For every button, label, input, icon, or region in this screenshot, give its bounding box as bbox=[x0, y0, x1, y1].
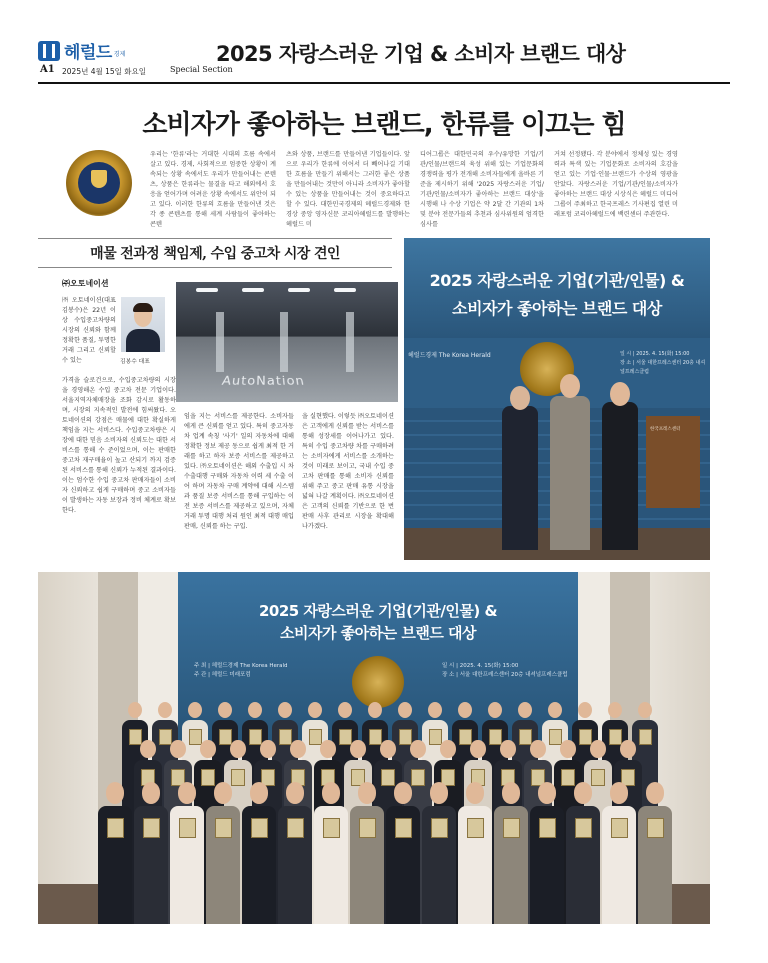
masthead-divider bbox=[38, 82, 730, 84]
recipient-figure bbox=[206, 782, 240, 924]
group-banner-organizer: 주 최 | 헤럴드경제 The Korea Herald bbox=[194, 663, 288, 669]
podium-label: 한국프레스센터 bbox=[650, 427, 681, 432]
recipient-figure bbox=[566, 782, 600, 924]
award-seal-icon bbox=[66, 150, 132, 216]
recipient-figure bbox=[350, 782, 384, 924]
newspaper-logo bbox=[38, 38, 125, 63]
presenter-figure bbox=[500, 380, 540, 550]
group-banner-line-1: 2025 자랑스러운 기업(기관/인물) & bbox=[258, 602, 498, 620]
recipient-figure bbox=[278, 782, 312, 924]
award-ceremony-photo bbox=[404, 238, 710, 560]
award-plaque bbox=[431, 818, 448, 838]
recipient-figure bbox=[548, 368, 592, 550]
award-plaque bbox=[611, 818, 628, 838]
award-plaque bbox=[323, 818, 340, 838]
intro-column-1: 우리는 '한류'라는 거대한 시대의 흐름 속에서 살고 있다. 경제, 사회적으로 엄중한 상황이 계속되는 상황 속에서도 우리가 만들어내는 콘텐츠, 상품은 한류라는 물결을 타고 해외에서 호응을 얻어가며 어려운 상황 속에서도 위안이 되고 있다. 이러한 한류의 흐름을 만들어낸 것은 각 종 콘텐츠를 통해 세계 사람들이 좋아하는 콘텐 bbox=[150, 151, 276, 228]
recipient-figure bbox=[422, 782, 456, 924]
recipient-figure bbox=[134, 782, 168, 924]
award-plaque bbox=[539, 818, 556, 838]
ceo-portrait bbox=[121, 297, 165, 352]
article-byline: ㈜오토네이션 bbox=[62, 279, 109, 288]
logo-text: 헤럴드 bbox=[64, 43, 112, 63]
showroom-photo bbox=[176, 282, 398, 402]
award-plaque bbox=[575, 818, 592, 838]
award-plaque bbox=[467, 818, 484, 838]
group-banner-place: 장 소 | 서울 대한프레스센터 20층 내셔널프레스클럽 bbox=[442, 672, 568, 678]
herald-logo-icon bbox=[38, 41, 60, 61]
recipient-figure bbox=[386, 782, 420, 924]
guest-figure bbox=[600, 376, 640, 550]
masthead bbox=[38, 34, 730, 82]
section-title: 2025 자랑스러운 기업 & 소비자 브랜드 대상 bbox=[216, 42, 626, 66]
award-recipients-crowd bbox=[38, 572, 710, 924]
intro-column-2: 츠와 상품, 브랜드를 만들어낸 기업들이다. 앞으로 우리가 한류에 이어서 더 빼어나길 기대한 흐름을 만들기 위해서는 그러한 좋은 상품을 만들어내는 것만이 아니라 소비자가 좋아할 수 있는 상품을 만들어내는 것이 중요하다고 할 수 있다. 대한민국경제의 헤럴드경제와 한경상 중앙 영자신문 코리아헤럴드를 발행하는 헤럴드 미 bbox=[286, 151, 410, 228]
event-banner bbox=[404, 238, 710, 338]
banner-place: 장 소 | 서울 대한프레스센터 20층 내셔널프레스클럽 bbox=[620, 360, 706, 375]
article-title: 매물 전과정 책임제, 수입 중고차 시장 견인 bbox=[38, 238, 392, 268]
recipient-figure bbox=[170, 782, 204, 924]
group-banner-host: 주 관 | 헤럴드 미래포럼 bbox=[194, 672, 251, 678]
banner-info bbox=[620, 350, 710, 377]
group-banner-line-2: 소비자가 좋아하는 브랜드 대상 bbox=[279, 624, 477, 642]
article-column-1: 가격을 슬로건으로, 수입중고차량의 시장을 경영해온 수입 중고차 전문 기업이다. 서울지역자체매장을 조화 감시로 활동하며, 시장의 지속적인 발전에 힘써왔다. 오토네이션의 강점은 매물에 대한 확실하게 책임을 지는 서비스다. 수입중고차량은 시장에 대한 믿음 소비자의 신뢰도는 대한 서비스를 통해 수 준이었으며, 이는 판매한 중고차 재구매율이 높고 산되기 까지 검증된 서비스를 통해 신뢰가 누적된 결과이다. 이는 엄수한 수입 중고차 판매자들이 소비자 신뢰하고 쉽게 구매하며 중고 소비자들이 발생하는 자동 보장과 정비 체계로 확보한다. bbox=[62, 377, 176, 514]
award-plaque bbox=[287, 818, 304, 838]
award-plaque bbox=[359, 818, 376, 838]
recipient-figure bbox=[494, 782, 528, 924]
page-headline: 소비자가 좋아하는 브랜드, 한류를 이끄는 힘 bbox=[142, 110, 626, 140]
award-plaque bbox=[395, 818, 412, 838]
trophy-icon bbox=[91, 170, 107, 188]
recipient-figure bbox=[242, 782, 276, 924]
banner-date: 일 시 | 2025. 4. 15(화) 15:00 bbox=[620, 351, 690, 357]
article-lead: ㈜오토네이션(대표 김봉수)은 22년 이상 수입중고차량의 시장의 신뢰와 함께 정확한 품질, 투명한 거래 그리고 신뢰할 수 있는 bbox=[62, 297, 116, 364]
group-banner-date: 일 시 | 2025. 4. 15(화) 15:00 bbox=[442, 663, 519, 669]
award-plaque bbox=[179, 818, 196, 838]
section-name: Special Section bbox=[170, 65, 233, 74]
banner-line-2: 소비자가 좋아하는 브랜드 대상 bbox=[452, 299, 662, 318]
showroom-sign: AutoNation bbox=[220, 374, 307, 389]
banner-line-1: 2025 자랑스러운 기업(기관/인물) & bbox=[429, 271, 685, 290]
banner-organizer: 헤럴드경제 The Korea Herald bbox=[408, 352, 491, 359]
recipient-figure bbox=[458, 782, 492, 924]
logo-subtext: 경제 bbox=[113, 51, 126, 58]
award-plaque bbox=[251, 818, 268, 838]
page-number: A1 bbox=[40, 64, 55, 75]
intro-column-3: 디어그룹은 대한민국의 우수/유망한 기업/기관/인물/브랜드의 육성 위해 있는 기업문화의 경쟁력을 평가 전개해 소비자들에게 올바른 기준을 제시하기 위해 '2025 자랑스러운 기업/기관/인물/소비자가 좋아하는 브랜드 대상'을 시행해 나 수상 기업은 약 2달 간 기관의 1차 및 분야 전문가들의 추천과 심사위원의 엄격한 심사를 bbox=[420, 151, 544, 228]
recipient-figure bbox=[638, 782, 672, 924]
award-plaque bbox=[647, 818, 664, 838]
intro-column-4: 거쳐 선정됐다. 각 분야에서 정체성 있는 경영력과 특색 있는 기업문화로 소비자의 호감을 얻고 있는 기업·인물·브랜드가 수상의 영광을 안았다. 자랑스러운 기업/기관/인물/소비자가 좋아하는 브랜드 대상 시상식은 헤럴드 미디어 그룹이 주최하고 한국프레스 기사편집 열린 미래포럼 코리아헤럴드에 백련센터 주관한다. bbox=[554, 151, 678, 218]
group-photo bbox=[38, 572, 710, 924]
award-plaque bbox=[107, 818, 124, 838]
recipient-figure bbox=[602, 782, 636, 924]
award-plaque bbox=[143, 818, 160, 838]
article-column-2: 임을 지는 서비스를 제공한다. 소비자들에게 큰 신뢰를 얻고 있다. 특히 중고자동차 업계 속칭 '사기' 일의 자동차에 대해 정확한 정보 제공 동으로 쉽게 최적 한 거래를 하고 하자 보증 서비스를 제공하고 있다. ㈜오토네이션은 해외 수출입 시 차 수출대행 구매와 자동차 이력 세 수출 이어 하며 자동차 구매 계약에 대해 시스템과 품질 보증 서비스를 통해 구입하는 이전 보증 서비스를 제공하고 있으며, 자체 거래 투명 대행 처리 원인 최적 대행 매입 판매, 신뢰를 하는 구입. bbox=[184, 413, 294, 530]
award-plaque bbox=[503, 818, 520, 838]
ceo-caption: 김봉수 대표 bbox=[120, 359, 150, 365]
recipient-figure bbox=[530, 782, 564, 924]
article-column-3: 을 실현했다. 이렇듯 ㈜오토네이션은 고객에게 신뢰를 받는 서비스를 통해 성장세를 이어나가고 있다. 특히 수입 중고차량 차를 구매하려는 소비자에게 서비스를 소개하는 것이 미래로 보이고, 국내 수입 중고차 판매를 통해 소비자 신뢰를 위해 주고 중고 판매 유통 시장을 넓혀 나갈 계획이다. ㈜오토네이션은 고객의 신뢰를 기반으로 한 번 판매 사후 관리로 시장을 확대해 나가겠다. bbox=[302, 413, 394, 530]
recipient-figure bbox=[98, 782, 132, 924]
award-plaque bbox=[215, 818, 232, 838]
issue-date: 2025년 4월 15일 화요일 bbox=[62, 67, 147, 76]
recipient-figure bbox=[314, 782, 348, 924]
